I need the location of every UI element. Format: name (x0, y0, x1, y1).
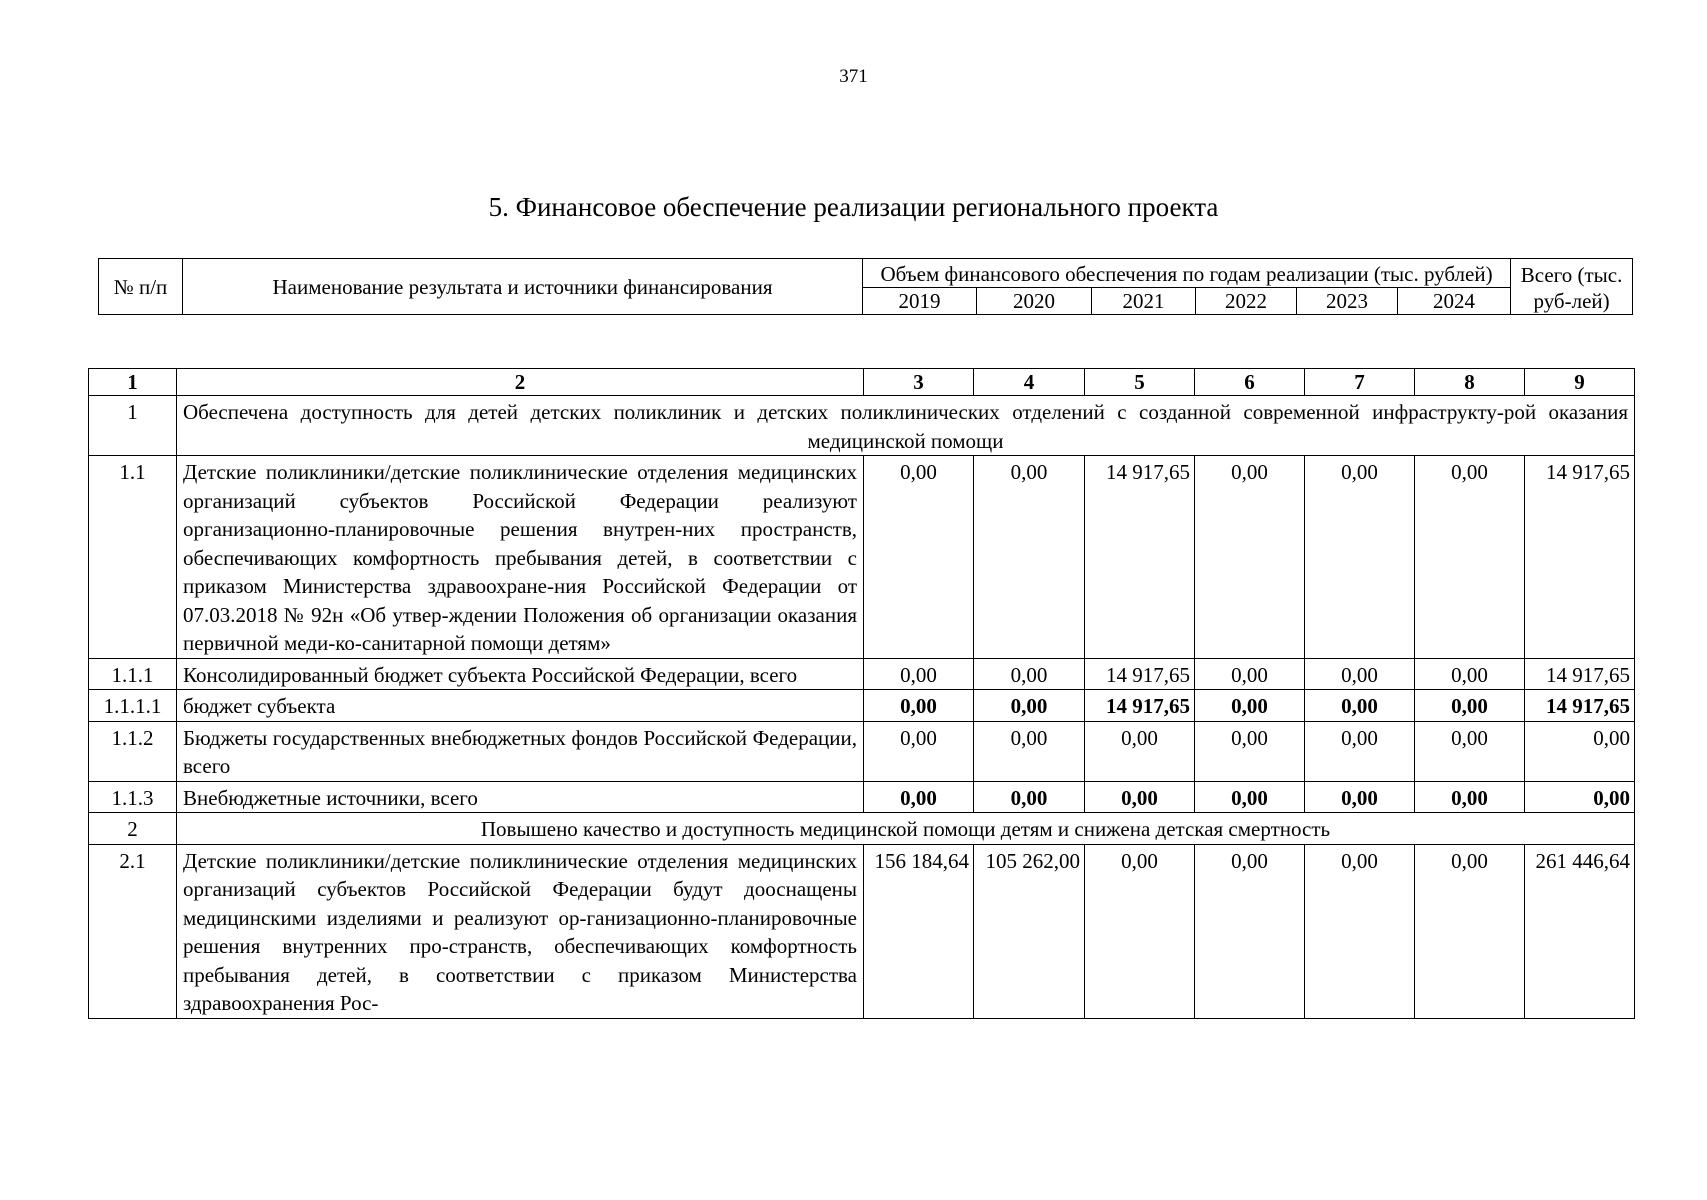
section-title: Повышено качество и доступность медицинской помощи детям и снижена детская смертность (177, 813, 1635, 845)
year-value: 0,00 (1305, 781, 1415, 813)
year-value: 14 917,65 (1085, 658, 1195, 690)
total-value: 14 917,65 (1525, 690, 1635, 722)
row-number: 1 (89, 396, 177, 456)
column-number: 3 (864, 369, 974, 396)
year-value: 0,00 (1195, 658, 1305, 690)
year-value: 0,00 (974, 781, 1085, 813)
table-row (89, 658, 1635, 690)
row-number: 1.1 (89, 456, 177, 659)
total-value: 14 917,65 (1525, 456, 1635, 659)
column-number: 1 (89, 369, 177, 396)
year-value: 0,00 (1415, 658, 1525, 690)
table-row (89, 721, 1635, 781)
header-col-name: Наименование результата и источники финансирования (183, 259, 863, 315)
total-value: 14 917,65 (1525, 658, 1635, 690)
row-number: 2.1 (89, 844, 177, 1018)
year-value: 0,00 (1085, 844, 1195, 1018)
table-row (89, 690, 1635, 722)
total-value: 261 446,64 (1525, 844, 1635, 1018)
year-value: 14 917,65 (1085, 456, 1195, 659)
column-number: 7 (1305, 369, 1415, 396)
column-number: 8 (1415, 369, 1525, 396)
year-value: 0,00 (1305, 844, 1415, 1018)
year-value: 0,00 (864, 781, 974, 813)
year-value: 0,00 (1305, 456, 1415, 659)
row-name: Бюджеты государственных внебюджетных фондов Российской Федерации, всего (177, 721, 864, 781)
year-value: 0,00 (974, 690, 1085, 722)
total-value: 0,00 (1525, 781, 1635, 813)
year-value: 0,00 (974, 456, 1085, 659)
table-header (98, 258, 1633, 315)
table-row (89, 456, 1635, 659)
year-value: 0,00 (1305, 721, 1415, 781)
year-value: 0,00 (1195, 721, 1305, 781)
year-value: 0,00 (1085, 721, 1195, 781)
table-row (89, 781, 1635, 813)
year-value: 0,00 (974, 721, 1085, 781)
header-year: 2020 (977, 288, 1092, 315)
row-number: 1.1.1 (89, 658, 177, 690)
year-value: 0,00 (864, 690, 974, 722)
year-value: 0,00 (864, 456, 974, 659)
row-name: бюджет субъекта (177, 690, 864, 722)
year-value: 0,00 (1415, 690, 1525, 722)
year-value: 0,00 (1415, 456, 1525, 659)
financing-table (88, 368, 1635, 1019)
year-value: 0,00 (1195, 781, 1305, 813)
header-year: 2023 (1297, 288, 1398, 315)
year-value: 0,00 (1195, 456, 1305, 659)
year-value: 0,00 (1085, 781, 1195, 813)
column-number: 5 (1085, 369, 1195, 396)
page-number: 371 (839, 66, 868, 87)
column-number: 2 (177, 369, 864, 396)
row-name: Детские поликлиники/детские поликлинические отделения медицинских организаций субъектов Российской Федерации будут дооснащены медицинскими изделиями и реализуют ор-ганизационно-планировочные решения внутренних про-странств, обеспечивающих комфортность пребывания детей, в соответствии с приказом Министерства здравоохранения Рос- (177, 844, 864, 1018)
year-value: 0,00 (974, 658, 1085, 690)
year-value: 0,00 (1305, 658, 1415, 690)
column-number: 9 (1525, 369, 1635, 396)
header-col-total: Всего (тыс. руб-лей) (1511, 259, 1633, 315)
column-number: 6 (1195, 369, 1305, 396)
year-value: 0,00 (864, 721, 974, 781)
row-number: 1.1.2 (89, 721, 177, 781)
year-value: 0,00 (1195, 844, 1305, 1018)
page-title: 5. Финансовое обеспечение реализации регионального проекта (488, 192, 1219, 222)
year-value: 0,00 (1415, 844, 1525, 1018)
column-number: 4 (974, 369, 1085, 396)
row-number: 1.1.1.1 (89, 690, 177, 722)
year-value: 0,00 (1195, 690, 1305, 722)
year-value: 105 262,00 (974, 844, 1085, 1018)
header-year: 2022 (1196, 288, 1297, 315)
year-value: 0,00 (1415, 721, 1525, 781)
column-numbers-row (89, 369, 1635, 396)
header-year: 2021 (1092, 288, 1196, 315)
year-value: 0,00 (864, 658, 974, 690)
section-title: Обеспечена доступность для детей детских поликлиник и детских поликлинических отделений с созданной современной инфраструкту-рой оказания медицинской помощи (177, 396, 1635, 456)
row-name: Внебюджетные источники, всего (177, 781, 864, 813)
total-value: 0,00 (1525, 721, 1635, 781)
row-name: Детские поликлиники/детские поликлинические отделения медицинских организаций субъектов Российской Федерации реализуют организационно-планировочные решения внутрен-них пространств, обеспечивающих комфортность пребывания детей, в соответствии с приказом Министерства здравоохране-ния Российской Федерации от 07.03.2018 № 92н «Об утвер-ждении Положения об организации оказания первичной меди-ко-санитарной помощи детям» (177, 456, 864, 659)
year-value: 0,00 (1305, 690, 1415, 722)
section-row (89, 396, 1635, 456)
row-number: 1.1.3 (89, 781, 177, 813)
table-row (89, 844, 1635, 1018)
row-name: Консолидированный бюджет субъекта Российской Федерации, всего (177, 658, 864, 690)
header-year: 2019 (863, 288, 977, 315)
header-col-number: № п/п (99, 259, 183, 315)
year-value: 156 184,64 (864, 844, 974, 1018)
section-row (89, 813, 1635, 845)
header-year: 2024 (1398, 288, 1511, 315)
header-col-volume: Объем финансового обеспечения по годам реализации (тыс. рублей) (863, 259, 1511, 288)
year-value: 0,00 (1415, 781, 1525, 813)
row-number: 2 (89, 813, 177, 845)
year-value: 14 917,65 (1085, 690, 1195, 722)
